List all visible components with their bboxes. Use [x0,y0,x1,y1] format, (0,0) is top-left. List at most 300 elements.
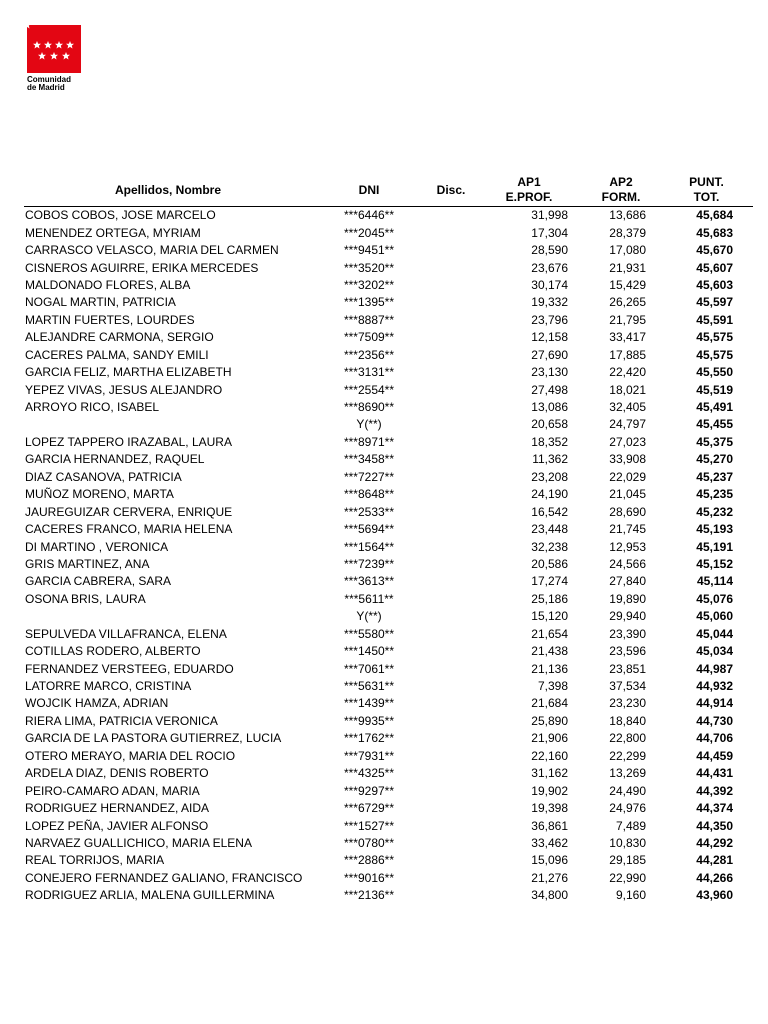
cell-total: 45,591 [696,312,733,327]
cell-name: OTERO MERAYO, MARIA DEL ROCIO [25,748,236,763]
cell-name: JAUREGUIZAR CERVERA, ENRIQUE [25,504,233,519]
cell-dni: ***3131** [343,365,395,380]
cell-dni: ***9016** [343,870,395,885]
cell-name: SEPULVEDA VILLAFRANCA, ELENA [25,626,227,641]
cell-disc [426,399,476,416]
table-row [24,591,753,608]
cell-ap2: 21,795 [609,312,646,327]
header-ap2-line2: FORM. [601,190,641,204]
cell-total: 45,375 [696,434,733,449]
cell-dni: ***3458** [343,452,395,467]
cell-ap2: 37,534 [609,679,646,694]
table-body [24,207,753,905]
cell-disc [426,608,476,625]
cell-ap2: 24,797 [609,417,646,432]
table-row [24,486,753,503]
cell-ap1: 19,398 [531,801,568,816]
cell-disc [426,730,476,747]
cell-ap2: 22,029 [609,469,646,484]
cell-ap2: 29,185 [609,853,646,868]
cell-total: 45,670 [696,243,733,258]
cell-disc [426,765,476,782]
cell-total: 45,114 [696,574,733,589]
logo-line-1: Comunidad [27,75,71,84]
table-row [24,626,753,643]
cell-ap2: 21,745 [609,522,646,537]
cell-ap1: 23,208 [531,469,568,484]
cell-name: WOJCIK HAMZA, ADRIAN [25,696,169,711]
table-row [24,817,753,834]
cell-ap1: 34,800 [531,888,568,903]
table-row [24,277,753,294]
cell-name: FERNANDEZ VERSTEEG, EDUARDO [25,661,234,676]
cell-dni: ***1527** [343,818,395,833]
cell-disc [426,643,476,660]
cell-ap1: 15,120 [531,609,568,624]
cell-ap1: 25,890 [531,713,568,728]
cell-ap1: 13,086 [531,400,568,415]
cell-name: DI MARTINO , VERONICA [25,539,169,554]
cell-total: 45,152 [696,556,733,571]
cell-disc [426,347,476,364]
cell-total: 45,575 [696,347,733,362]
table-row [24,364,753,381]
cell-disc [426,835,476,852]
table-row [24,207,753,225]
cell-ap1: 27,498 [531,382,568,397]
cell-dni: ***8648** [343,487,395,502]
cell-name: LOPEZ TAPPERO IRAZABAL, LAURA [25,434,232,449]
cell-name: NARVAEZ GUALLICHICO, MARIA ELENA [25,835,252,850]
cell-total: 45,603 [696,277,733,292]
cell-total: 45,060 [696,609,733,624]
cell-dni: ***0780** [343,835,395,850]
cell-total: 45,550 [696,365,733,380]
cell-ap1: 25,186 [531,591,568,606]
cell-ap1: 18,352 [531,434,568,449]
cell-name: GARCIA DE LA PASTORA GUTIERREZ, LUCIA [25,731,282,746]
cell-disc [426,800,476,817]
table-row [24,242,753,259]
cell-total: 44,266 [696,870,733,885]
cell-total: 44,987 [696,661,733,676]
cell-ap2: 7,489 [615,818,646,833]
cell-disc [426,538,476,555]
table-header-row [24,173,753,207]
cell-ap2: 15,429 [609,277,646,292]
cell-dni: ***2886** [343,853,395,868]
cell-name: GARCIA HERNANDEZ, RAQUEL [25,452,205,467]
cell-total: 45,575 [696,330,733,345]
cell-dni: ***4325** [343,766,395,781]
cell-ap2: 28,379 [609,225,646,240]
cell-ap2: 29,940 [609,609,646,624]
table-row [24,713,753,730]
cell-name: CACERES FRANCO, MARIA HELENA [25,522,233,537]
table-row [24,678,753,695]
cell-dni: ***2554** [343,382,395,397]
cell-total: 45,519 [696,382,733,397]
cell-dni: ***6729** [343,801,395,816]
cell-dni: ***6446** [343,208,395,223]
cell-total: 44,459 [696,748,733,763]
cell-ap2: 23,390 [609,626,646,641]
cell-ap1: 15,096 [531,853,568,868]
cell-dni: ***7509** [343,330,395,345]
cell-name: MARTIN FUERTES, LOURDES [25,312,195,327]
cell-dni: ***8887** [343,312,395,327]
cell-ap2: 26,265 [609,295,646,310]
cell-ap2: 23,230 [609,696,646,711]
cell-ap1: 23,676 [531,260,568,275]
cell-total: 44,292 [696,835,733,850]
header-ap2 [582,173,660,207]
cell-ap2: 27,023 [609,434,646,449]
cell-dni: ***5631** [343,679,395,694]
cell-name: ARROYO RICO, ISABEL [25,400,160,415]
cell-ap1: 32,238 [531,539,568,554]
cell-ap2: 13,686 [609,208,646,223]
cell-name: ARDELA DIAZ, DENIS ROBERTO [25,766,209,781]
cell-ap1: 7,398 [537,679,568,694]
cell-name: RODRIGUEZ HERNANDEZ, AIDA [25,801,210,816]
cell-name: ALEJANDRE CARMONA, SERGIO [25,330,214,345]
cell-ap2: 33,908 [609,452,646,467]
table-row [24,347,753,364]
cell-name: PEIRO-CAMARO ADAN, MARIA [25,783,200,798]
cell-disc [426,870,476,887]
cell-disc [426,469,476,486]
cell-disc [426,817,476,834]
header-ap1-line1: AP1 [517,175,541,189]
cell-disc [426,521,476,538]
cell-dni: ***3202** [343,277,395,292]
cell-disc [426,748,476,765]
cell-total: 45,191 [696,539,733,554]
cell-name: GRIS MARTINEZ, ANA [25,556,150,571]
cell-total: 45,455 [696,417,733,432]
cell-dni: ***2533** [343,504,395,519]
cell-dni: ***9935** [343,713,395,728]
cell-name: GARCIA CABRERA, SARA [25,574,172,589]
cell-total: 45,597 [696,295,733,310]
cell-ap1: 21,654 [531,626,568,641]
cell-disc [426,364,476,381]
table-row [24,469,753,486]
table-row [24,748,753,765]
logo-text [27,76,83,92]
cell-name: CONEJERO FERNANDEZ GALIANO, FRANCISCO [25,870,303,885]
cell-total: 44,374 [696,801,733,816]
cell-ap1: 21,276 [531,870,568,885]
cell-ap2: 23,596 [609,644,646,659]
table-row [24,835,753,852]
cell-ap1: 11,362 [532,452,568,467]
cell-total: 45,237 [696,469,733,484]
cell-disc [426,207,476,225]
cell-name: NOGAL MARTIN, PATRICIA [25,295,176,310]
cell-disc [426,259,476,276]
cell-name [24,608,312,625]
cell-dni: ***5611** [344,591,394,606]
cell-dni: ***3520** [343,260,395,275]
cell-ap1: 22,160 [531,748,568,763]
cell-disc [426,503,476,520]
cell-disc [426,887,476,904]
table-row [24,852,753,869]
cell-dni: ***7061** [343,661,395,676]
cell-ap1: 36,861 [531,818,568,833]
table-row [24,800,753,817]
header-ap2-line1: AP2 [609,175,633,189]
cell-disc [426,451,476,468]
cell-ap1: 21,906 [531,731,568,746]
cell-dni: ***1762** [343,731,395,746]
cell-disc [426,660,476,677]
cell-disc [426,434,476,451]
cell-dni: Y(**) [356,609,382,624]
table-row [24,399,753,416]
cell-ap2: 18,840 [609,713,646,728]
cell-name: LATORRE MARCO, CRISTINA [25,679,192,694]
cell-total: 45,684 [696,208,733,223]
cell-ap2: 23,851 [609,661,646,676]
cell-ap1: 12,158 [531,330,568,345]
header-disc: Disc. [426,173,476,207]
cell-ap1: 31,998 [531,208,568,223]
cell-dni: ***2136** [343,888,395,903]
cell-disc [426,678,476,695]
cell-dni: ***7931** [343,748,395,763]
cell-dni: ***8690** [343,400,395,415]
cell-name: REAL TORRIJOS, MARIA [25,853,165,868]
cell-ap1: 20,658 [531,417,568,432]
cell-dni: ***1450** [343,644,395,659]
cell-disc [426,242,476,259]
cell-ap1: 17,274 [531,574,568,589]
cell-ap1: 27,690 [531,347,568,362]
table-row [24,608,753,625]
cell-name: CACERES PALMA, SANDY EMILI [25,347,209,362]
cell-name: COTILLAS RODERO, ALBERTO [25,644,201,659]
cell-total: 45,034 [696,644,733,659]
table-row [24,538,753,555]
cell-name: COBOS COBOS, JOSE MARCELO [25,208,216,223]
cell-ap2: 28,690 [609,504,646,519]
cell-ap2: 17,080 [609,243,646,258]
cell-total: 45,193 [696,522,733,537]
table-row [24,329,753,346]
results-table [24,173,753,905]
cell-dni: ***3613** [343,574,395,589]
cell-total: 45,270 [696,452,733,467]
cell-total: 45,607 [696,260,733,275]
cell-total: 45,232 [696,504,733,519]
cell-total: 45,044 [696,626,733,641]
cell-ap2: 18,021 [609,382,646,397]
cell-dni: ***9297** [343,783,395,798]
cell-ap2: 17,885 [609,347,646,362]
table-row [24,451,753,468]
table-row [24,730,753,747]
cell-disc [426,695,476,712]
cell-total: 44,392 [696,783,733,798]
cell-ap2: 12,953 [609,539,646,554]
cell-disc [426,381,476,398]
table-row [24,416,753,433]
cell-total: 43,960 [696,888,733,903]
cell-ap2: 24,566 [609,556,646,571]
cell-total: 44,914 [696,696,733,711]
cell-ap2: 22,299 [609,748,646,763]
cell-ap2: 21,045 [609,487,646,502]
cell-name: GARCIA FELIZ, MARTHA ELIZABETH [25,365,232,380]
table-row [24,224,753,241]
cell-ap2: 32,405 [609,400,646,415]
cell-dni: Y(**) [356,417,382,432]
cell-ap2: 33,417 [609,330,646,345]
cell-ap1: 21,684 [531,696,568,711]
cell-ap1: 30,174 [531,277,568,292]
table-row [24,556,753,573]
cell-name: MUÑOZ MORENO, MARTA [25,487,174,502]
header-name: Apellidos, Nombre [24,173,312,207]
cell-total: 45,683 [696,225,733,240]
cell-disc [426,224,476,241]
cell-name: LOPEZ PEÑA, JAVIER ALFONSO [25,818,209,833]
cell-ap1: 20,586 [531,556,568,571]
cell-name: DIAZ CASANOVA, PATRICIA [25,469,182,484]
table-row [24,660,753,677]
header-dni: DNI [312,173,426,207]
cell-ap1: 21,136 [531,661,568,676]
cell-name: YEPEZ VIVAS, JESUS ALEJANDRO [25,382,223,397]
header-total [660,173,753,207]
cell-name [24,416,312,433]
cell-ap2: 13,269 [609,766,646,781]
cell-disc [426,416,476,433]
cell-total: 45,491 [696,400,733,415]
cell-dni: ***7227** [343,469,395,484]
cell-name: CARRASCO VELASCO, MARIA DEL CARMEN [25,243,279,258]
cell-ap1: 16,542 [531,504,568,519]
cell-ap1: 23,796 [531,312,568,327]
cell-dni: ***1395** [343,295,395,310]
cell-disc [426,329,476,346]
cell-dni: ***5580** [343,626,395,641]
cell-ap2: 22,800 [609,731,646,746]
cell-dni: ***5694** [343,522,395,537]
table-row [24,643,753,660]
header-ap1 [476,173,582,207]
cell-total: 44,350 [696,818,733,833]
cell-ap2: 24,976 [609,801,646,816]
cell-total: 45,235 [696,487,733,502]
cell-dni: ***9451** [343,243,395,258]
cell-ap2: 9,160 [615,888,646,903]
cell-ap1: 19,902 [531,783,568,798]
table-row [24,695,753,712]
cell-ap1: 24,190 [531,487,568,502]
cell-dni: ***7239** [343,556,395,571]
header-total-line2: TOT. [693,190,720,204]
cell-disc [426,782,476,799]
cell-ap1: 31,162 [531,766,568,781]
cell-dni: ***2045** [343,225,395,240]
cell-name: CISNEROS AGUIRRE, ERIKA MERCEDES [25,260,259,275]
cell-disc [426,294,476,311]
table-row [24,573,753,590]
cell-name: MENENDEZ ORTEGA, MYRIAM [25,225,201,240]
cell-name: OSONA BRIS, LAURA [25,591,146,606]
cell-ap1: 17,304 [531,225,568,240]
cell-disc [426,277,476,294]
cell-ap1: 33,462 [531,835,568,850]
table-row [24,259,753,276]
cell-ap1: 28,590 [531,243,568,258]
cell-disc [426,713,476,730]
cell-disc [426,556,476,573]
cell-disc [426,591,476,608]
table-row [24,434,753,451]
cell-ap2: 21,931 [609,260,646,275]
cell-disc [426,626,476,643]
cell-disc [426,312,476,329]
cell-ap1: 21,438 [531,644,568,659]
cell-ap2: 24,490 [609,783,646,798]
cell-dni: ***1439** [343,696,395,711]
cell-ap2: 22,420 [609,365,646,380]
cell-ap1: 23,130 [531,365,568,380]
logo-line-2: de Madrid [27,83,65,92]
cell-ap1: 23,448 [531,522,568,537]
comunidad-de-madrid-logo [27,25,83,92]
table-row [24,765,753,782]
cell-total: 44,932 [696,679,733,694]
cell-ap1: 19,332 [531,295,568,310]
cell-dni: ***1564** [343,539,395,554]
cell-ap2: 22,990 [609,870,646,885]
cell-ap2: 10,830 [609,835,646,850]
cell-name: RODRIGUEZ ARLIA, MALENA GUILLERMINA [25,888,275,903]
cell-total: 45,076 [696,591,733,606]
cell-disc [426,573,476,590]
cell-total: 44,281 [696,853,733,868]
table-row [24,381,753,398]
cell-total: 44,730 [696,713,733,728]
cell-disc [426,852,476,869]
cell-dni: ***8971** [343,434,395,449]
table-row [24,870,753,887]
table-row [24,521,753,538]
table-row [24,503,753,520]
table-row [24,782,753,799]
cell-total: 44,431 [696,766,733,781]
cell-ap2: 27,840 [609,574,646,589]
cell-ap2: 19,890 [609,591,646,606]
cell-dni: ***2356** [343,347,395,362]
cell-name: MALDONADO FLORES, ALBA [25,277,191,292]
table-row [24,887,753,904]
table-row [24,294,753,311]
stars-icon [27,25,81,73]
cell-name: RIERA LIMA, PATRICIA VERONICA [25,713,218,728]
cell-disc [426,486,476,503]
header-total-line1: PUNT. [689,175,724,189]
header-ap1-line2: E.PROF. [505,190,553,204]
red-flag-stars-icon [27,25,81,73]
cell-total: 44,706 [696,731,733,746]
